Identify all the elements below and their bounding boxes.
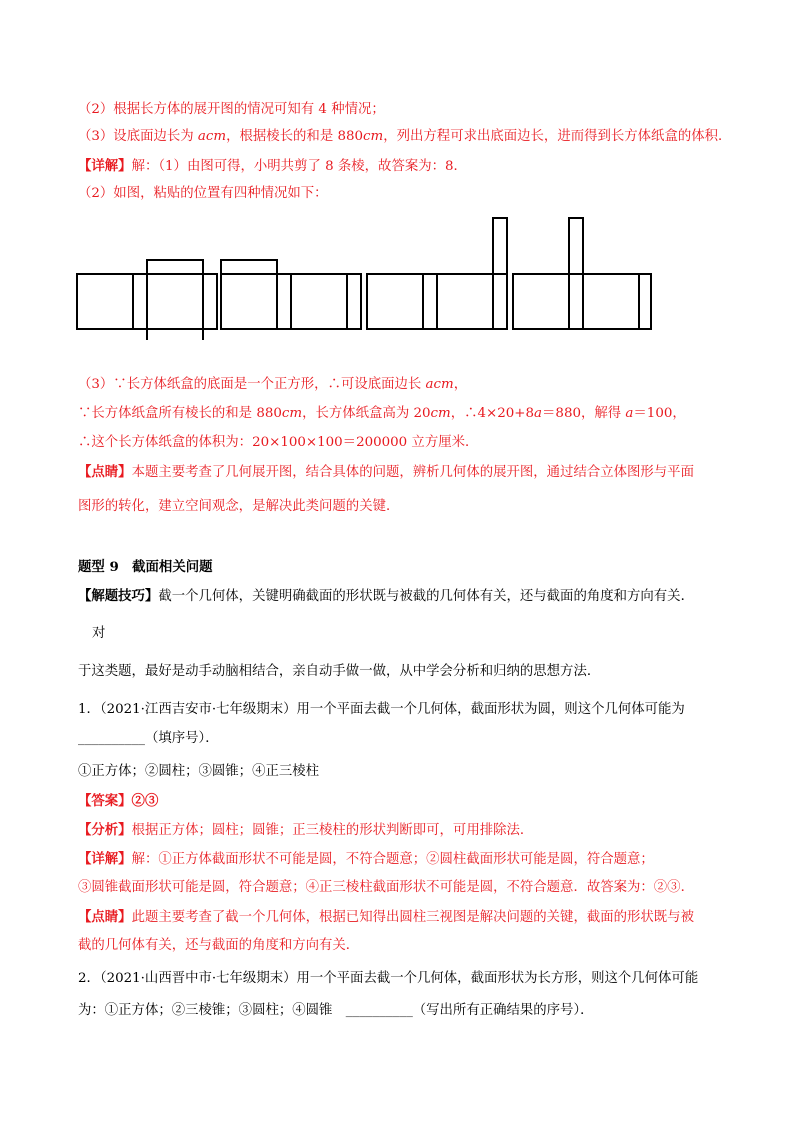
detail-tag: 【详解】 bbox=[78, 851, 132, 867]
question-2-line-2: 为：①正方体；②三棱锥；③圆柱；④圆锥 __________（写出所有正确结果的序号）． bbox=[78, 1003, 594, 1018]
net-face bbox=[203, 274, 217, 329]
text: 解：（1）由图可得，小明共剪了 8 条棱，故答案为：8． bbox=[131, 159, 467, 174]
net-face bbox=[423, 274, 437, 329]
tip-line-3: 于这类题，最好是动手动脑相结合，亲自动手做一做，从中学会分析和归纳的思想方法． bbox=[78, 664, 601, 679]
solution-line-3 bbox=[78, 127, 731, 147]
net-face bbox=[77, 274, 133, 329]
text: （3）∵长方体纸盒的底面是一个正方形，∴可设底面边长 bbox=[78, 377, 426, 392]
net-face-top bbox=[493, 218, 507, 274]
detail-tag: 【详解】 bbox=[78, 158, 132, 174]
question-1-detail-1 bbox=[78, 849, 654, 870]
question-1-detail-2: ③圆锥截面形状可能是圆，符合题意；④正三棱柱截面形状不可能是圆，不符合题意．故答案为：②③． bbox=[78, 880, 694, 895]
net-face-top bbox=[569, 218, 583, 274]
net-face bbox=[291, 274, 347, 329]
comment-line-1 bbox=[78, 462, 694, 483]
question-1-analysis bbox=[78, 820, 533, 841]
comment-tag: 【点睛】 bbox=[78, 909, 132, 925]
detail-line-1 bbox=[78, 156, 467, 177]
solution-line-2: （2）根据长方体的展开图的情况可知有 4 种情况； bbox=[78, 102, 385, 117]
question-2-line-1: 2．（2021·山西晋中市·七年级期末）用一个平面去截一个几何体，截面形状为长方形，则这个几何体可能 bbox=[78, 971, 699, 986]
unit: cm bbox=[363, 129, 384, 144]
question-1-comment-1 bbox=[78, 907, 694, 928]
net-face-bottom bbox=[147, 329, 203, 340]
net-4 bbox=[513, 218, 651, 329]
tip-line-2: 对 bbox=[92, 626, 106, 641]
unit: cm bbox=[281, 406, 303, 421]
text: 此题主要考查了截一个几何体，根据已知得出圆柱三视图是解决问题的关键，截面的形状既与被 bbox=[131, 910, 694, 925]
net-face-top bbox=[147, 260, 203, 274]
net-diagrams bbox=[74, 210, 654, 340]
text: ∵长方体纸盒所有棱长的和是 880 bbox=[78, 406, 282, 421]
net-face bbox=[221, 274, 277, 329]
detail-line-5: ∴这个长方体纸盒的体积为：20×100×100＝200000 立方厘米． bbox=[78, 435, 479, 450]
section-title: 题型 9 截面相关问题 bbox=[78, 559, 213, 575]
net-face bbox=[347, 274, 361, 329]
net-2 bbox=[221, 260, 361, 329]
unit: cm bbox=[430, 406, 451, 421]
comment-line-2: 图形的转化，建立空间观念，是解决此类问题的关键． bbox=[78, 499, 400, 514]
text: ，列出方程可求出底面边长，进而得到长方体纸盒的体积． bbox=[383, 129, 732, 144]
text: （3）设底面边长为 bbox=[78, 129, 198, 144]
net-1 bbox=[77, 260, 217, 340]
net-face bbox=[147, 274, 203, 329]
text: 根据正方体；圆柱；圆锥；正三棱柱的形状判断即可，可用排除法． bbox=[131, 823, 534, 838]
text: ，∴4×20+8 bbox=[450, 406, 535, 421]
detail-line-2: （2）如图，粘贴的位置有四种情况如下： bbox=[78, 186, 328, 201]
variable: a bbox=[625, 406, 634, 421]
text: ， bbox=[453, 377, 468, 392]
net-face bbox=[277, 274, 291, 329]
net-face bbox=[437, 274, 493, 329]
text: 本题主要考查了几何展开图，结合具体的问题，辨析几何体的展开图，通过结合立体图形与平面 bbox=[131, 465, 694, 480]
net-face-top bbox=[221, 260, 277, 274]
question-1-options: ①正方体；②圆柱；③圆锥；④正三棱柱 bbox=[78, 764, 320, 779]
detail-line-3 bbox=[78, 375, 467, 395]
net-face bbox=[569, 274, 583, 329]
text: ，根据棱长的和是 880 bbox=[226, 129, 364, 144]
detail-line-4 bbox=[78, 404, 686, 424]
question-1-line-1: 1．（2021·江西吉安市·七年级期末）用一个平面去截一个几何体，截面形状为圆，则这个几何体可能为 bbox=[78, 702, 685, 717]
text: ，长方体纸盒高为 20 bbox=[302, 406, 431, 421]
tip-line-1 bbox=[78, 586, 694, 607]
net-face bbox=[493, 274, 507, 329]
net-face bbox=[513, 274, 569, 329]
variable: a bbox=[534, 406, 543, 421]
variable: acm bbox=[197, 129, 227, 144]
net-face bbox=[367, 274, 423, 329]
question-1-answer: 【答案】②③ bbox=[78, 793, 159, 809]
text: 解：①正方体截面形状不可能是圆，不符合题意；②圆柱截面形状可能是圆，符合题意； bbox=[131, 852, 654, 867]
analysis-tag: 【分析】 bbox=[78, 822, 132, 838]
variable: acm bbox=[425, 377, 454, 392]
comment-tag: 【点睛】 bbox=[78, 464, 132, 480]
question-1-comment-2: 截的几何体有关，还与截面的角度和方向有关． bbox=[78, 938, 360, 953]
text: 截一个几何体，关键明确截面的形状既与被截的几何体有关，还与截面的角度和方向有关． bbox=[158, 589, 694, 604]
net-face bbox=[583, 274, 639, 329]
net-face bbox=[133, 274, 147, 329]
tip-tag: 【解题技巧】 bbox=[78, 588, 159, 604]
text: ＝880，解得 bbox=[542, 406, 626, 421]
text: ＝100， bbox=[633, 406, 686, 421]
net-face bbox=[639, 274, 651, 329]
question-1-line-2: __________（填序号）． bbox=[78, 731, 219, 746]
net-3 bbox=[367, 218, 507, 329]
